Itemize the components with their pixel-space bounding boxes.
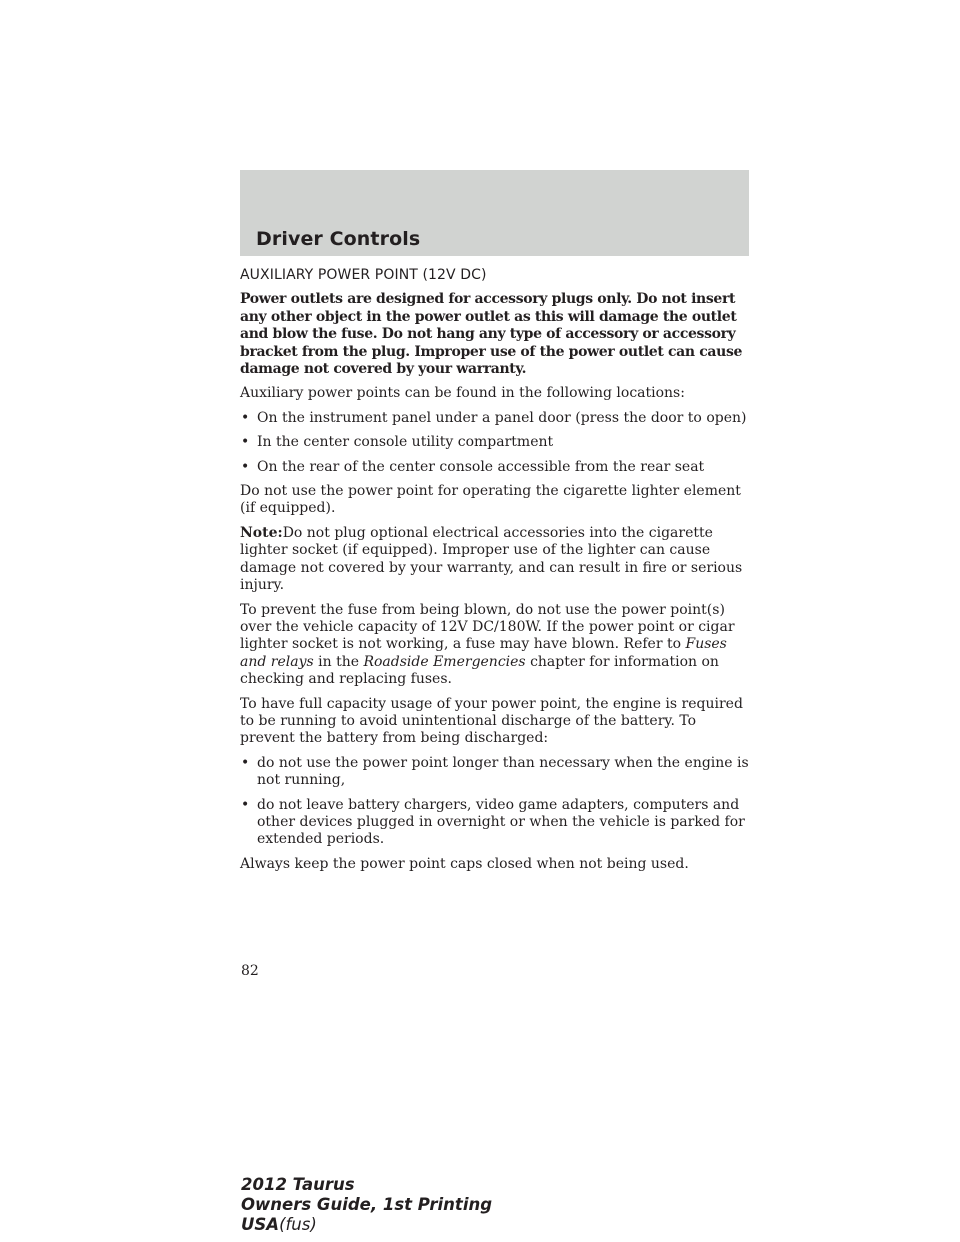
footer-market — [241, 1215, 492, 1235]
locations-intro: Auxiliary power points can be found in the following locations: — [240, 385, 685, 402]
section-title: Driver Controls — [256, 228, 421, 250]
footer — [241, 1175, 492, 1235]
list-item-text: In the center console utility compartment — [257, 434, 554, 451]
bullet-icon: • — [241, 458, 250, 475]
lighter-note: Do not use the power point for operating the cigarette lighter element (if equipped). — [240, 483, 741, 517]
bullet-icon: • — [241, 434, 250, 451]
list-item-text: On the instrument panel under a panel door (press the door to open) — [257, 409, 747, 426]
bullet-icon: • — [241, 409, 250, 426]
note-paragraph — [240, 525, 752, 595]
list-item-text: do not leave battery chargers, video game adapters, computers and other devices plugged in overnight or when the vehicle is parked for extended periods. — [257, 796, 745, 848]
list-item — [240, 797, 752, 849]
page-number: 82 — [241, 963, 259, 979]
note-text: Do not plug optional electrical accessories into the cigarette lighter socket (if equipped). Improper use of the lighter can cause damage not covered by your warranty, and can result in fire or serious injury. — [240, 524, 743, 594]
list-item-text: do not use the power point longer than necessary when the engine is not running, — [257, 754, 749, 789]
warning-paragraph: Power outlets are designed for accessory plugs only. Do not insert any other object in the power outlet as this will damage the outlet and blow the fuse. Do not hang any type of accessory or accessory bracket from the plug. Improper use of the power outlet can cause damage not covered by your warranty. — [240, 291, 743, 378]
fuse-text-1: To prevent the fuse from being blown, do not use the power point(s) over the vehicle capacity of 12V DC/180W. If the power point or cigar lighter socket is not working, a fuse may have blown. Refer to — [240, 601, 735, 653]
closing-paragraph: Always keep the power point caps closed when not being used. — [240, 855, 689, 872]
list-item — [240, 459, 752, 476]
section-heading: AUXILIARY POWER POINT (12V DC) — [240, 267, 487, 283]
footer-country: USA — [241, 1215, 280, 1234]
bullet-icon: • — [241, 796, 250, 813]
bullet-icon: • — [241, 754, 250, 771]
note-label: Note: — [240, 524, 283, 541]
list-item-text: On the rear of the center console accessible from the rear seat — [257, 458, 705, 475]
footer-model: 2012 Taurus — [241, 1175, 355, 1194]
roadside-emergencies-reference: Roadside Emergencies — [363, 653, 526, 670]
capacity-paragraph: To have full capacity usage of your power point, the engine is required to be running to avoid unintentional discharge of the battery. To prevent the battery from being discharged: — [240, 695, 743, 747]
list-item — [240, 755, 752, 790]
list-item — [240, 434, 752, 451]
section-header-band — [240, 170, 749, 256]
list-item — [240, 410, 752, 427]
fuses-relays-reference: Fuses and relays — [240, 636, 727, 670]
footer-edition: Owners Guide, 1st Printing — [241, 1195, 493, 1214]
page-content — [240, 267, 752, 880]
footer-code: (fus) — [279, 1215, 317, 1234]
fuse-paragraph — [240, 602, 752, 689]
fuse-text-3: chapter for information on checking and replacing fuses. — [240, 653, 719, 688]
fuse-text-2: in the — [313, 653, 364, 670]
